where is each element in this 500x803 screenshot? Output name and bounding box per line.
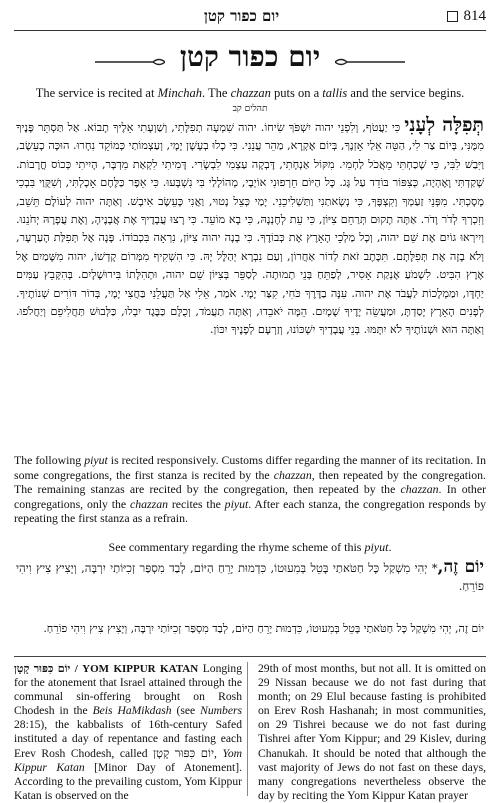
page-number — [447, 8, 487, 25]
commentary-text: 28:15), the kabbalists of 16th-century Safed instituted a day of repentance and fasting each Erev Rosh Chodesh, called — [14, 718, 242, 760]
page-header — [14, 4, 486, 30]
piyut-stanza-text: יְהִי מִשְׁקַל כָּל חַטֹּאתַי בָּטֵל בְּמִעוּטוֹ, כִּדְמוּת יָרֵחַ הַיּוֹם, לְבַד מִסְפַּר זְכִיּוֹתַי יִרְבֶּה, וְיָצִיץ צִיץ וִיהִי פוֹרֵחַ. — [16, 561, 484, 593]
instr-text: is recited responsively. Customs differ regarding the manner of its recitation. In some congregations, the first stanza is recited by the — [14, 453, 486, 482]
piyut-instructions — [14, 453, 486, 526]
column-divider — [247, 662, 248, 796]
intro-text: puts on a — [270, 86, 323, 100]
ornament-left-icon — [95, 57, 165, 67]
intro-tallis: tallis — [322, 86, 348, 100]
commentary-numbers: Numbers — [200, 704, 242, 718]
piyut-asterisk: * — [431, 561, 438, 575]
instr-piyut: piyut — [84, 453, 108, 467]
instr-piyut: piyut — [224, 496, 249, 511]
piyut-opening: יוֹם זֶה, — [437, 557, 484, 577]
psalm-body: כִּי יַעֲטֹף, וְלִפְנֵי יהוה יִשְׁפֹּךְ שִׂיחוֹ. יהוה שִׁמְעָה תְפִלָּתִי, וְשַׁוְעָתִי אֵלֶיךָ תָבוֹא. אַל תַּסְתֵּר פָּנֶיךָ מִמֶּנִּי, בְּיוֹם צַר לִי, הַטֵּה אֵלַי אָזְנֶךָ, בְּיוֹם אֶקְרָא, מַהֵר עֲנֵנִי. כִּי כָלוּ בְעָשָׁן יָמָי, וְעַצְמוֹתַי כְּמוֹקֵד נִחָרוּ. הוּכָּה כָעֵשֶׂב, וַיִּבַשׁ לִבִּי, כִּי שָׁכַחְתִּי מֵאֲכֹל לַחְמִי. מִקּוֹל אַנְחָתִי, דָּבְקָה עַצְמִי לִבְשָׂרִי. דָּמִיתִי לִקְאַת מִדְבָּר, הָיִיתִי כְּכוֹס חֳרָבוֹת. שָׁקַדְתִּי וָאֶהְיֶה, כְּצִפּוֹר בּוֹדֵד עַל גָּג. כָּל הַיּוֹם חֵרְפוּנִי אוֹיְבָי, מְהוֹלָלַי בִּי נִשְׁבָּעוּ. כִּי אֵפֶר כַּלֶּחֶם אָכָלְתִּי, וְשִׁקֻּוַי בִּבְכִי מָסָכְתִּי. מִפְּנֵי זַעַמְךָ וְקִצְפֶּךָ, כִּי נְשָׂאתַנִי וַתַּשְׁלִיכֵנִי. יָמַי כְּצֵל נָטוּי, וַאֲנִי כָּעֵשֶׂב אִיבָשׁ. וְאַתָּה יהוה לְעוֹלָם תֵּשֵׁב, וְזִכְרְךָ לְדֹר וָדֹר. אַתָּה תָקוּם תְּרַחֵם צִיּוֹן, כִּי עֵת לְחֶנְנָהּ, כִּי בָא מוֹעֵד. כִּי רָצוּ עֲבָדֶיךָ אֶת אֲבָנֶיהָ, וְאֶת עֲפָרָהּ יְחֹנֵנוּ. וְיִירְאוּ גוֹיִם אֶת שֵׁם יהוה, וְכָל מַלְכֵי הָאָרֶץ אֶת כְּבוֹדֶךָ. כִּי בָנָה יהוה צִיּוֹן, נִרְאָה בִּכְבוֹדוֹ. פָּנָה אֶל תְּפִלַּת הָעַרְעָר, וְלֹא בָזָה אֶת תְּפִלָּתָם. תִּכָּתֶב זֹאת לְדוֹר אַחֲרוֹן, וְעַם נִבְרָא יְהַלֶּל יָהּ. כִּי הִשְׁקִיף מִמְּרוֹם קָדְשׁוֹ, יהוה מִשָּׁמַיִם אֶל אֶרֶץ הִבִּיט. לִשְׁמֹעַ אֶנְקַת אָסִיר, לְפַתֵּחַ בְּנֵי תְמוּתָה. לְסַפֵּר בְּצִיּוֹן שֵׁם יהוה, וּתְהִלָּתוֹ בִּירוּשָׁלָיִם. בְּהִקָּבֵץ עַמִּים יַחְדָּו, וּמַמְלָכוֹת לַעֲבֹד אֶת יהוה. עִנָּה בַדֶּרֶךְ כֹּחִי, קִצַּר יָמָי. אֹמַר, אֵלִי אַל תַּעֲלֵנִי בַּחֲצִי יָמָי, בְּדוֹר דּוֹרִים שְׁנוֹתֶיךָ. לְפָנִים הָאָרֶץ יָסַדְתָּ, וּמַעֲשֵׂה יָדֶיךָ שָׁמָיִם. הֵמָּה יֹאבֵדוּ, וְאַתָּה תַעֲמֹד, וְכֻלָּם כַּבֶּגֶד יִבְלוּ, כַּלְּבוּשׁ תַּחֲלִיפֵם וְיַחֲלֹפוּ. וְאַתָּה הוּא וּשְׁנוֹתֶיךָ לֹא יִתָּמּוּ. בְּנֵי עֲבָדֶיךָ יִשְׁכּוֹנוּ, וְזַרְעָם לְפָנֶיךָ יִכּוֹן. — [16, 121, 484, 337]
page-number-text: 814 — [463, 8, 486, 24]
commentary-hebrew-term: יוֹם כִּפּוּר קָטָן — [153, 746, 214, 760]
commentary-heading-english: / YOM KIPPUR KATAN — [70, 663, 199, 675]
instr-text: . In other congregations, only the — [14, 482, 486, 511]
commentary-rule — [14, 656, 486, 657]
service-intro — [14, 85, 486, 101]
instr-text: . After each stanza, the congregation responds by repeating the first stanza as a refrain. — [14, 496, 486, 526]
title-block — [0, 40, 500, 80]
instr-text: The following — [14, 453, 85, 467]
psalm-reference: תהלים קב — [232, 104, 268, 114]
intro-text: The service is recited at — [35, 86, 158, 100]
running-head: יום כפור קטן — [204, 7, 280, 25]
commentary-bets: Beis HaMikdash — [92, 704, 172, 718]
header-rule — [14, 30, 486, 31]
instr-text: , then repeated by the congregation. The remaining stanzas are recited by the congregation, then repeated by the — [14, 467, 487, 497]
commentary-text: , — [213, 746, 223, 760]
commentary-left-column — [14, 662, 242, 803]
commentary-ykk: Yom Kippur Katan — [14, 746, 242, 774]
square-icon — [447, 11, 458, 22]
piyut-refrain: יוֹם זֶה, יְהִי מִשְׁקַל כָּל חַטֹּאתַי בָּטֵל בְּמִעוּטוֹ, כִּדְמוּת יָרֵחַ הַיּוֹם, לְבַד מִסְפַּר זְכִיּוֹתַי יִרְבֶּה, וְיָצִיץ צִיץ וִיהִי פוֹרֵחַ. — [43, 622, 484, 635]
intro-chazzan: chazzan — [230, 86, 271, 100]
note-text: . — [388, 540, 392, 554]
piyut-stanza — [16, 558, 484, 595]
commentary-text: (see — [171, 704, 201, 718]
psalm-text — [16, 116, 484, 340]
intro-minchah: Minchah — [157, 86, 202, 100]
instr-chazzan: chazzan — [129, 496, 168, 511]
intro-text: and the service begins. — [347, 86, 465, 100]
commentary-heading-hebrew: יוֹם כִּפּוּר קָטָן — [14, 663, 71, 675]
commentary-right-column: 29th of most months, but not all. It is omitted on 29 Nissan because we do not fast during that month; on 29 Elul because fasting is prohibited on Erev Rosh Hashanah; in most communities, on 29 Tishrei because we do not fast during Tishrei after Yom Kippur; and 29 Kislev, during Chanukah. It should be noted that although the vast majority of Jews do not fast on these days, many congregations nevertheless observe the day by reciting the Yom Kippur Katan prayer — [258, 662, 486, 802]
commentary-text: Longing for the atonement that Israel attained through the communal sin-offering brought on Rosh Chodesh in the — [14, 662, 242, 718]
page-title: יום כפור קטן — [179, 40, 321, 73]
note-piyut: piyut — [364, 540, 389, 554]
commentary-text: [Minor Day of Atonement]. According to the prevailing custom, Yom Kippur Katan is observed on the — [14, 760, 242, 802]
note-text: See commentary regarding the rhyme scheme of this — [108, 540, 365, 554]
instr-chazzan: chazzan — [273, 467, 312, 482]
ornament-right-icon — [335, 57, 405, 67]
intro-text: . The — [202, 86, 231, 100]
see-commentary-note — [0, 540, 500, 555]
commentary-heading — [14, 663, 198, 675]
instr-text: recites the — [168, 496, 225, 511]
psalm-opening: תְּפִלָּה לְעָנִי — [404, 114, 485, 136]
instr-chazzan: chazzan — [400, 482, 439, 497]
